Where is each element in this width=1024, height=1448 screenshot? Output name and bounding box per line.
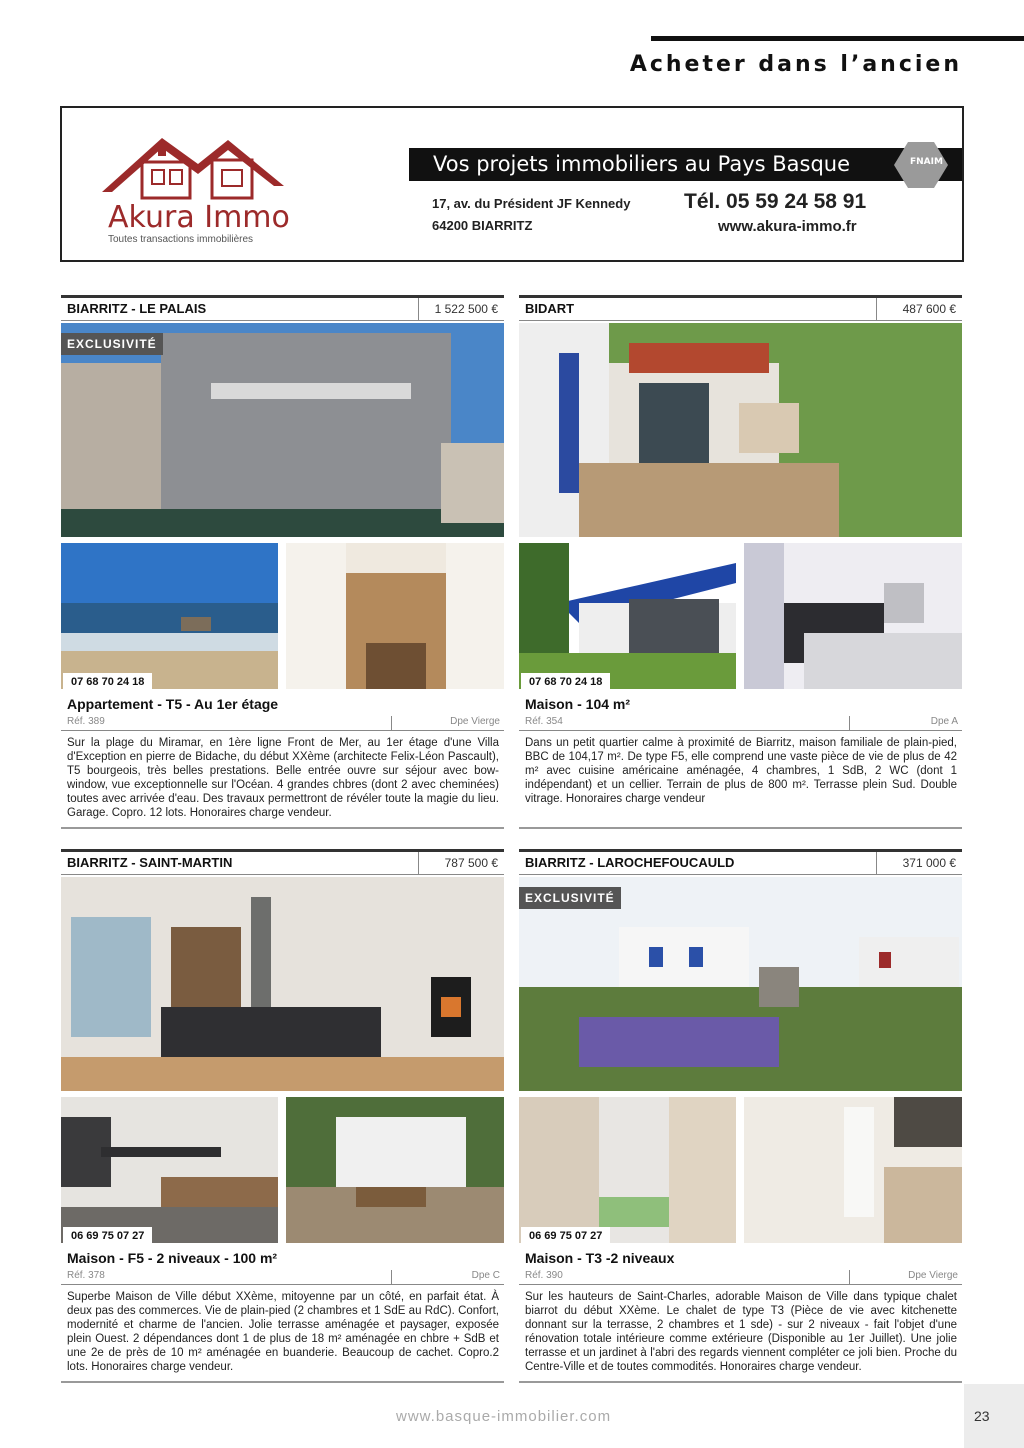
agency-address-line1: 17, av. du Président JF Kennedy [432, 196, 631, 211]
agency-logo-name: Akura Immo [108, 200, 290, 235]
listing-price: 371 000 € [876, 852, 962, 874]
listing-main-photo[interactable] [519, 323, 962, 537]
listing-card [61, 295, 504, 829]
section-title: Acheter dans l’ancien [629, 52, 962, 77]
listing-description: Sur les hauteurs de Saint-Charles, adorable Maison de Ville dans typique chalet biarrot du début XXème. Le chalet de type T3 (Pièce de vie avec kitchenette donnant sur la terrasse, 2 chambres et 1 sde) - sur 2 niveaux - fait l'objet d'une rénovation totale intérieure comme extérieure (Disponible au 1er Juillet). Une jolie terrasse et un jardinet à l'abri des regards viennent compléter ce joli bien. Proche du Centre-Ville et de toutes commodités. Honoraires charge vendeur. [525, 1291, 957, 1373]
house-logo-icon [102, 134, 284, 200]
reference-number: Réf. 389 [67, 716, 105, 727]
listing-main-photo[interactable] [519, 877, 962, 1091]
listing-photo-kitchen[interactable] [744, 543, 962, 689]
exclusivity-badge: EXCLUSIVITÉ [61, 333, 163, 355]
energy-rating: Dpe A [930, 716, 958, 727]
listing-main-photo[interactable] [61, 877, 504, 1091]
listing-photo-terrace[interactable] [286, 1097, 504, 1243]
property-type: Maison - F5 - 2 niveaux - 100 m² [67, 1250, 278, 1266]
fnaim-label: FNAIM [910, 157, 943, 167]
listing-card [519, 295, 962, 829]
property-type: Maison - T3 -2 niveaux [525, 1250, 675, 1266]
listing-photo-sea[interactable] [61, 543, 278, 689]
page-number-box [964, 1384, 1024, 1448]
agency-tagline: Toutes transactions immobilières [108, 234, 254, 245]
fnaim-logo-icon [894, 142, 948, 188]
energy-rating: Dpe Vierge [450, 716, 500, 727]
agency-ad [60, 106, 964, 262]
footer-website-link[interactable]: www.basque-immobilier.com [396, 1408, 612, 1425]
exclusivity-badge: EXCLUSIVITÉ [519, 887, 621, 909]
listing-location: BIARRITZ - LE PALAIS [67, 301, 207, 316]
reference-row [519, 1270, 962, 1285]
energy-rating: Dpe Vierge [908, 1270, 958, 1281]
property-type: Appartement - T5 - Au 1er étage [67, 696, 279, 712]
energy-rating: Dpe C [471, 1270, 500, 1281]
listing-location: BIARRITZ - LAROCHEFOUCAULD [525, 855, 735, 870]
listing-header [61, 295, 504, 321]
listing-header [519, 849, 962, 875]
page-number: 23 [974, 1408, 990, 1424]
ad-banner [409, 148, 962, 181]
agency-address-line2: 64200 BIARRITZ [432, 218, 533, 233]
listing-card [61, 849, 504, 1383]
agent-phone: 07 68 70 24 18 [521, 673, 610, 691]
listing-photo-bedroom[interactable] [61, 1097, 278, 1243]
agent-phone: 07 68 70 24 18 [63, 673, 152, 691]
agent-phone: 06 69 75 07 27 [521, 1227, 610, 1245]
agency-website-link[interactable]: www.akura-immo.fr [718, 218, 857, 235]
property-type: Maison - 104 m² [525, 696, 631, 712]
listing-description: Superbe Maison de Ville début XXème, mitoyenne par un côté, en parfait état. À deux pas des commerces. Vie de plain-pied (2 chambres et 1 SdE au RdC). Confort, modernité et charme de l'ancien. Jolie terrasse aménagée et paysager, exposée plein Ouest. 2 dépendances dont 1 de plus de 18 m² aménagée en chbre + SdB et une 2e de près de 10 m² aménagée en buanderie. Beaucoup de cachet. Copro.2 lots. Honoraires charge vendeur. [67, 1291, 499, 1373]
listing-price: 487 600 € [876, 298, 962, 320]
listing-main-photo[interactable] [61, 323, 504, 537]
reference-number: Réf. 390 [525, 1270, 563, 1281]
reference-row [519, 716, 962, 731]
agency-phone: Tél. 05 59 24 58 91 [684, 190, 867, 213]
reference-row [61, 1270, 504, 1285]
reference-number: Réf. 354 [525, 716, 563, 727]
agent-phone: 06 69 75 07 27 [63, 1227, 152, 1245]
ad-banner-text: Vos projets immobiliers au Pays Basque [433, 152, 851, 176]
listing-photo-hallway[interactable] [286, 543, 504, 689]
listing-header [519, 295, 962, 321]
listing-location: BIDART [525, 301, 575, 316]
listing-location: BIARRITZ - SAINT-MARTIN [67, 855, 233, 870]
listing-photo-render-terrace[interactable] [519, 1097, 736, 1243]
top-rule [651, 36, 1024, 41]
listing-description: Dans un petit quartier calme à proximité de Biarritz, maison familiale de plain-pied, BBC de 104,17 m². De type F5, elle comprend une vaste pièce de vie de plus de 42 m² avec cuisine américaine aménagée, 4 chambres, 1 SdB, 2 WC (dont 1 indépendant) et un cellier. Terrain de plus de 800 m². Terrasse plein Sud. Double vitrage. Honoraires charge vendeur [525, 737, 957, 805]
reference-number: Réf. 378 [67, 1270, 105, 1281]
listing-description: Sur la plage du Miramar, en 1ère ligne Front de Mer, au 1er étage d'une Villa d'Exception en pierre de Bidache, du début XXème (architecte Felix-Léon Pascault), T5 bourgeois, très belles prestations. Belle entrée ouvre sur séjour avec bow-window, vue exceptionnelle sur l'Océan. 4 grandes chbres (dont 2 avec cheminées) toutes avec arrivée d'eau. Des travaux permettront de révéler toute la magie du lieu. Garage. Copro. 12 lots. Honoraires charge vendeur. [67, 737, 499, 819]
reference-row [61, 716, 504, 731]
listing-photo-exterior[interactable] [519, 543, 736, 689]
listing-price: 1 522 500 € [418, 298, 504, 320]
listing-header [61, 849, 504, 875]
listing-card [519, 849, 962, 1383]
listing-photo-interior[interactable] [744, 1097, 962, 1243]
listing-price: 787 500 € [418, 852, 504, 874]
